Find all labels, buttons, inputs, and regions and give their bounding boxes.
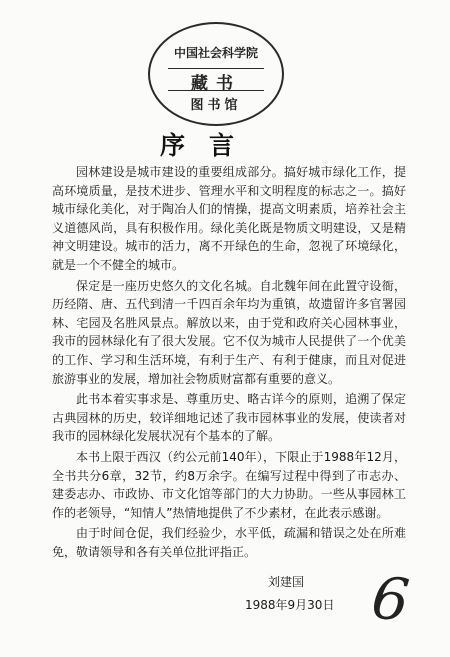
library-stamp — [148, 22, 284, 126]
document-title: 序言 — [160, 131, 259, 160]
paragraph: 本书上限于西汉（约公元前140年），下限止于1988年12月，全书共分6章，32节，约8万余字。在编写过程中得到了市志办、建委志办、市政协、市文化馆等部门的大力协助。一些从事园林工作的老领导，“知情人”热情地提供了不少素材，在此表示感谢。 — [52, 449, 406, 520]
document-body — [52, 163, 406, 563]
paragraph: 园林建设是城市建设的重要组成部分。搞好城市绿化工作，提高环境质量，是技术进步、管理水平和文明程度的标志之一。搞好城市绿化美化，对于陶冶人们的情操，提高文明素质，培养社会主义道德风尚，具有积极作用。绿化美化既是物质文明建设，又是精神文明建设。城市的活力，离不开绿色的生命，忽视了环境绿化，就是一个不健全的城市。 — [52, 165, 406, 272]
handwritten-page-number: 6 — [368, 563, 413, 635]
stamp-top-text: 中国社会科学院 — [173, 46, 258, 60]
stamp-middle-text: 藏书 — [191, 74, 241, 94]
paragraph: 此书本着实事求是、尊重历史、略古详今的原则，追溯了保定古典园林的历史，较详细地记述了我市园林事业的发展，使读者对我市的园林绿化发展状况有个基本的了解。 — [52, 392, 406, 444]
paragraph: 保定是一座历史悠久的文化名城。自北魏年间在此置守设衙，历经隋、唐、五代到清一千四百余年均为重镇，故遗留许多官署园林、宅园及名胜风景点。解放以来，由于党和政府关心园林事业，我市的园林绿化有了很大发展。它不仅为城市人民提供了一个优美的工作、学习和生活环境，有利于生产、有利于健康，而且对促进旅游事业的发展，增加社会物质财富都有重要的意义。 — [52, 278, 406, 386]
stamp-divider — [168, 90, 264, 91]
paragraph: 由于时间仓促，我们经验少，水平低，疏漏和错误之处在所难免，敬请领导和各有关单位批评指正。 — [52, 526, 406, 559]
document-date: 1988年9月30日 — [245, 598, 335, 612]
author-signature: 刘建国 — [268, 575, 305, 589]
stamp-bottom-text: 图书馆 — [190, 98, 242, 113]
